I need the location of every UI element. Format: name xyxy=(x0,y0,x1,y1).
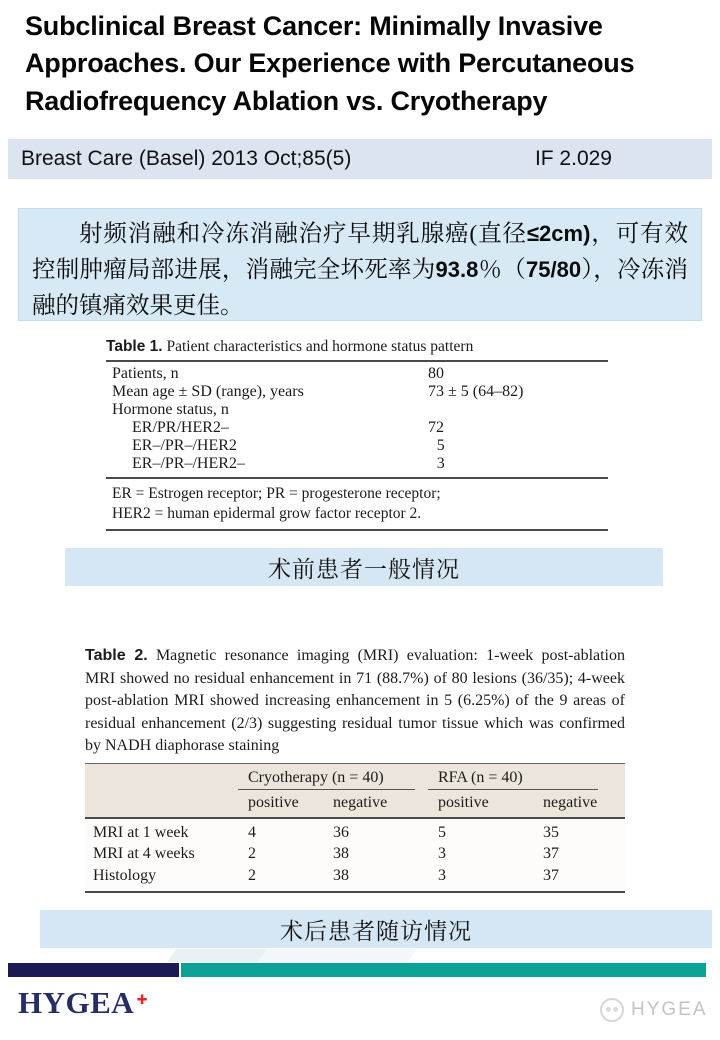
footnote-line: ER = Estrogen receptor; PR = progesterone receptor; xyxy=(112,485,441,502)
table1-caption xyxy=(106,337,608,356)
subheader-negative-2: negative xyxy=(543,793,598,811)
row-value: 37 xyxy=(543,866,559,884)
column-group-rfa: RFA (n = 40) xyxy=(428,764,598,790)
table2-caption xyxy=(85,645,625,758)
row-label: ER–/PR–/HER2 xyxy=(132,437,237,454)
table-row xyxy=(85,843,625,865)
footer-accent-shape xyxy=(257,949,416,962)
table1-caption-text: Patient characteristics and hormone status pattern xyxy=(162,338,474,355)
row-value: 3 xyxy=(436,455,445,472)
row-label: ER/PR/HER2– xyxy=(132,419,229,436)
watermark-dot xyxy=(613,1007,618,1012)
watermark-logo-icon xyxy=(600,998,624,1022)
caption-preop: 术前患者一般情况 xyxy=(65,548,663,586)
row-label: MRI at 4 weeks xyxy=(93,845,195,862)
row-value: 4 xyxy=(248,823,256,841)
summary-segment: ％（ xyxy=(478,257,527,283)
watermark-dot xyxy=(606,1007,611,1012)
row-label: Hormone status, n xyxy=(112,401,229,418)
row-label: Histology xyxy=(93,866,157,884)
row-value: 38 xyxy=(333,845,349,862)
row-value: 3 xyxy=(438,845,446,862)
row-label: Mean age ± SD (range), years xyxy=(112,383,304,400)
table-row xyxy=(106,401,608,419)
table-row xyxy=(106,383,608,401)
summary-text xyxy=(32,216,688,324)
row-value xyxy=(428,401,608,419)
row-label: Patients, n xyxy=(112,365,179,382)
caption-followup: 术后患者随访情况 xyxy=(40,910,712,948)
table2-caption-text: Magnetic resonance imaging (MRI) evaluation: 1-week post-ablation MRI showed no residual enhancement in 71 (88.7%) of 80 lesions (36/35); 4-week post-ablation MRI showed increasing enhancement in 5 (6.25%) of the 9 areas of residual enhancement (2/3) suggesting residual tumor tissue which was confirmed by NADH diaphorase staining xyxy=(85,647,625,754)
row-label: MRI at 1 week xyxy=(93,823,189,841)
row-value: 38 xyxy=(333,866,349,884)
subheader-positive-2: positive xyxy=(438,793,489,811)
page-title: Subclinical Breast Cancer: Minimally Invasive Approaches. Our Experience with Percutaneous Radiofrequency Ablation vs. Cryotherapy xyxy=(25,11,635,116)
footer-navy-bar xyxy=(8,963,179,977)
journal-bar xyxy=(8,139,712,179)
subheader-negative-1: negative xyxy=(333,793,388,811)
row-value: 36 xyxy=(333,823,349,841)
table1-label: Table 1. xyxy=(106,338,163,355)
row-value: 72 xyxy=(428,419,444,436)
table2-body xyxy=(85,819,625,892)
table1 xyxy=(106,337,608,531)
table-row xyxy=(106,455,608,473)
subheader-positive-1: positive xyxy=(248,793,299,811)
table-row xyxy=(85,822,625,844)
summary-number: 93.8 xyxy=(435,257,479,282)
footer-accent-shape xyxy=(167,949,271,962)
row-value: 5 xyxy=(438,823,446,841)
watermark-text: HYGEA xyxy=(631,999,708,1020)
table2-header xyxy=(85,764,625,819)
table-row xyxy=(85,865,625,887)
row-label: ER–/PR–/HER2– xyxy=(132,455,245,472)
row-value: 73 ± 5 (64–82) xyxy=(428,383,524,400)
row-value: 80 xyxy=(428,365,444,382)
red-cross-icon: ✚ xyxy=(136,993,149,1008)
row-value: 37 xyxy=(543,845,559,862)
table2 xyxy=(85,645,625,893)
table1-body xyxy=(106,362,608,477)
summary-number: ≤2cm) xyxy=(526,221,591,246)
table-row xyxy=(106,437,608,455)
summary-segment: ），冷冻消融的镇痛效果更佳。 xyxy=(32,257,688,319)
table-row xyxy=(106,419,608,437)
summary-segment: 射频消融和冷冻消融治疗早期乳腺癌(直径 xyxy=(79,221,527,247)
watermark xyxy=(600,998,708,1022)
hygea-logo-text: HYGEA xyxy=(18,985,135,1020)
row-value: 2 xyxy=(248,845,256,862)
impact-factor: IF 2.029 xyxy=(534,147,612,170)
summary-segment: ，可有效控制肿瘤局部进展，消融完全坏死率为 xyxy=(32,221,689,283)
table2-label: Table 2. xyxy=(85,647,148,664)
table-row xyxy=(106,365,608,383)
table2-grid xyxy=(85,763,625,894)
journal-citation: Breast Care (Basel) 2013 Oct;85(5) xyxy=(21,147,352,170)
row-value: 3 xyxy=(438,866,446,884)
footer-teal-bar xyxy=(181,963,706,977)
row-value: 35 xyxy=(543,823,559,841)
table1-bottom-rule xyxy=(106,529,608,531)
summary-box xyxy=(18,208,702,321)
row-value: 5 xyxy=(436,437,445,454)
hygea-logo xyxy=(18,985,149,1020)
column-group-cryotherapy: Cryotherapy (n = 40) xyxy=(238,764,415,790)
summary-number: 75/80 xyxy=(526,257,582,282)
footnote-line: HER2 = human epidermal grow factor receptor 2. xyxy=(112,504,422,522)
table1-footnotes xyxy=(106,479,608,529)
row-value: 2 xyxy=(248,866,256,884)
